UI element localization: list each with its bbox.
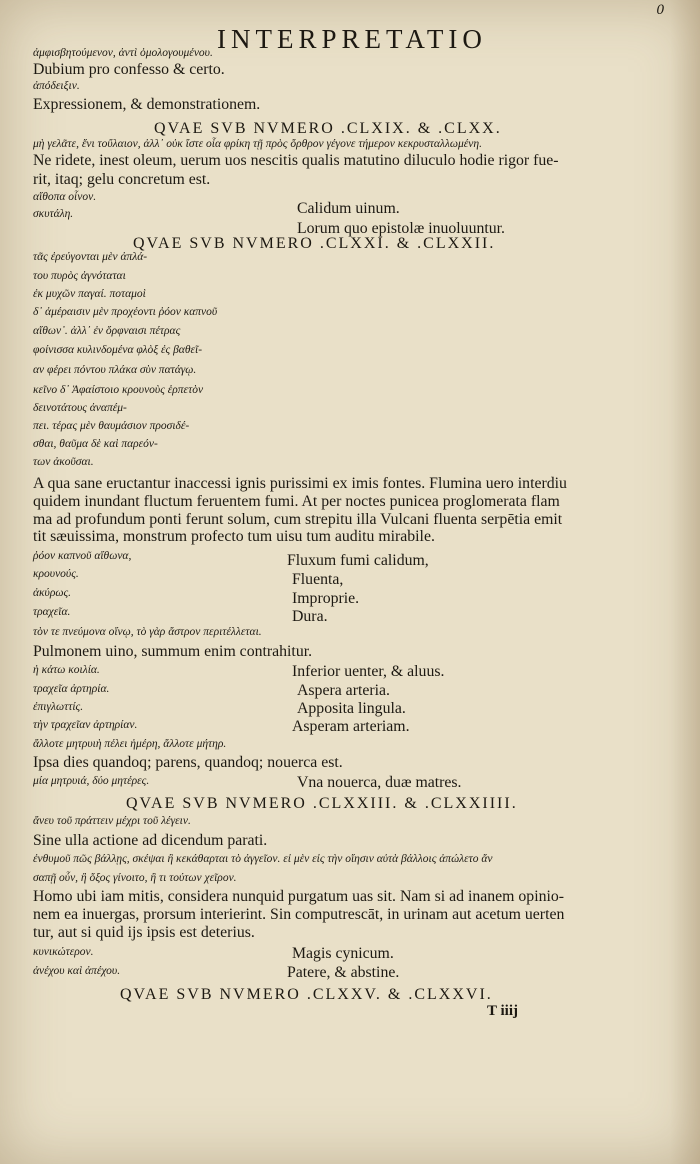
greek-line: ἐνθυμοῦ πῶς βάλλῃς, σκέψαι ἢ κεκάθαρται τὸ ἀγγεῖον. εἰ μὲν εἰς τὴν οἴησιν αὐτὰ βάλλοις ἀπώλετο ἄν: [33, 853, 493, 865]
latin-line: Expressionem, & demonstrationem.: [33, 96, 261, 113]
latin-line: Calidum uinum.: [297, 200, 400, 217]
signature-mark: T iiij: [487, 1003, 518, 1019]
greek-line: τραχεῖα ἀρτηρία.: [33, 683, 110, 695]
running-head: INTERPRETATIO: [217, 24, 487, 54]
greek-line: δ᾽ ἁμέραισιν μὲν προχέοντι ῥόον καπνοῦ: [33, 306, 218, 318]
greek-line: τὸν τε πνεύμονα οἴνῳ, τὸ γὰρ ἄστρον περιτέλλεται.: [33, 626, 262, 638]
greek-line: σκυτάλη.: [33, 208, 74, 220]
latin-line: Apposita lingula.: [297, 700, 406, 717]
greek-line: ἀπόδειξιν.: [33, 80, 80, 92]
latin-line: Vna nouerca, duæ matres.: [297, 774, 462, 791]
page-edge-shadow: [670, 0, 700, 1164]
latin-line: ma ad profundum ponti ferunt solum, cum strepitu illa Vulcani fluenta serpētia emit: [33, 511, 563, 528]
greek-line: φοίνισσα κυλινδομένα φλὸξ ἐς βαθεῖ-: [33, 344, 203, 356]
section-heading: QVAE SVB NVMERO .CLXXV. & .CLXXVI.: [120, 986, 493, 1003]
greek-line: μία μητρυιά, δύο μητέρες.: [33, 775, 150, 787]
greek-line: πει. τέρας μὲν θαυμάσιον προσιδέ-: [33, 420, 190, 432]
latin-line: Asperam arteriam.: [292, 718, 410, 735]
greek-line: των ἀκοῦσαι.: [33, 456, 94, 468]
greek-line: ἡ κάτω κοιλία.: [33, 664, 100, 676]
greek-line: ἀμφισβητούμενον, ἀντὶ ὁμολογουμένου.: [33, 47, 213, 59]
latin-line: Patere, & abstine.: [287, 964, 400, 981]
greek-line: μὴ γελᾶτε, ἔνι τοὔλαιον, ἀλλ᾽ οὐκ ἴστε οἷα φρίκη τῇ πρὸς ὄρθρον γέγονε τήμερον κεκρυσταλλωμένη.: [33, 138, 482, 150]
greek-line: τὴν τραχεῖαν ἀρτηρίαν.: [33, 719, 138, 731]
latin-line: Dura.: [292, 608, 328, 625]
latin-line: Dubium pro confesso & certo.: [33, 61, 225, 78]
greek-line: του πυρὸς ἁγνόταται: [33, 270, 126, 282]
latin-line: Sine ulla actione ad dicendum parati.: [33, 832, 268, 849]
greek-line: αἴθοπα οἶνον.: [33, 191, 97, 203]
latin-line: Magis cynicum.: [292, 945, 394, 962]
latin-line: Aspera arteria.: [297, 682, 390, 699]
greek-line: τραχεῖα.: [33, 606, 71, 618]
latin-line: rit, itaq; gelu concretum est.: [33, 171, 211, 188]
greek-line: ἄνευ τοῦ πράττειν μέχρι τοῦ λέγειν.: [33, 815, 191, 827]
page-number: 0: [656, 2, 664, 18]
section-heading: QVAE SVB NVMERO .CLXXIII. & .CLXXIIII.: [126, 795, 518, 812]
greek-line: κρουνούς.: [33, 568, 79, 580]
greek-line: ἄλλοτε μητρυιὴ πέλει ἡμέρη, ἄλλοτε μήτηρ.: [33, 738, 227, 750]
latin-line: nem ea inuergas, prorsum interierint. Sin computrescāt, in urinam aut acetum uerten: [33, 906, 565, 923]
greek-line: ἀκύρως.: [33, 587, 72, 599]
latin-line: Improprie.: [292, 590, 360, 607]
latin-line: A qua sane eructantur inaccessi ignis purissimi ex imis fontes. Flumina uero interdiu: [33, 475, 567, 492]
greek-line: σαπῇ οὖν, ἢ ὄξος γίνοιτο, ἢ τι τούτων χεῖρον.: [33, 872, 237, 884]
latin-line: Fluxum fumi calidum,: [287, 552, 429, 569]
latin-line: Ne ridete, inest oleum, uerum uos nescitis qualis matutino diluculo hodie rigor fue-: [33, 152, 559, 169]
greek-line: ῥόον καπνοῦ αἴθωνα,: [33, 550, 132, 562]
latin-line: Pulmonem uino, summum enim contrahitur.: [33, 643, 313, 660]
latin-line: Fluenta,: [292, 571, 344, 588]
section-heading: QVAE SVB NVMERO .CLXIX. & .CLXX.: [154, 120, 502, 137]
latin-line: quidem inundant fluctum feruentem fumi. At per noctes punicea proglomerata flam: [33, 493, 560, 510]
greek-line: αἴθων᾽. ἀλλ᾽ ἐν ὄρφναισι πέτρας: [33, 325, 181, 337]
section-heading: QVAE SVB NVMERO .CLXXI. & .CLXXII.: [133, 235, 496, 252]
greek-line: κεῖνο δ᾽ Ἁφαίστοιο κρουνοὺς ἑρπετὸν: [33, 384, 204, 396]
latin-line: tit sæuissima, monstrum profecto tum uisu tum auditu mirabile.: [33, 528, 435, 545]
greek-line: ἀνέχου καὶ ἀπέχου.: [33, 965, 121, 977]
greek-line: ἐπιγλωττίς.: [33, 701, 84, 713]
greek-line: ἐκ μυχῶν παγαί. ποταμοὶ: [33, 288, 146, 300]
greek-line: αν φέρει πόντου πλάκα σὺν πατάγῳ.: [33, 364, 197, 376]
latin-line: tur, aut si quid ijs ipsis est deterius.: [33, 924, 255, 941]
greek-line: τᾶς ἐρεύγονται μὲν ἀπλά-: [33, 251, 148, 263]
greek-line: δεινοτάτους ἀναπέμ-: [33, 402, 127, 414]
latin-line: Ipsa dies quandoq; parens, quandoq; nouerca est.: [33, 754, 343, 771]
latin-line: Inferior uenter, & aluus.: [292, 663, 445, 680]
greek-line: κυνικώτερον.: [33, 946, 94, 958]
greek-line: σθαι, θαῦμα δὲ καὶ παρεόν-: [33, 438, 158, 450]
latin-line: Lorum quo epistolæ inuoluuntur.: [297, 220, 505, 237]
latin-line: Homo ubi iam mitis, considera nunquid purgatum uas sit. Nam si ad inanem opinio-: [33, 888, 565, 905]
